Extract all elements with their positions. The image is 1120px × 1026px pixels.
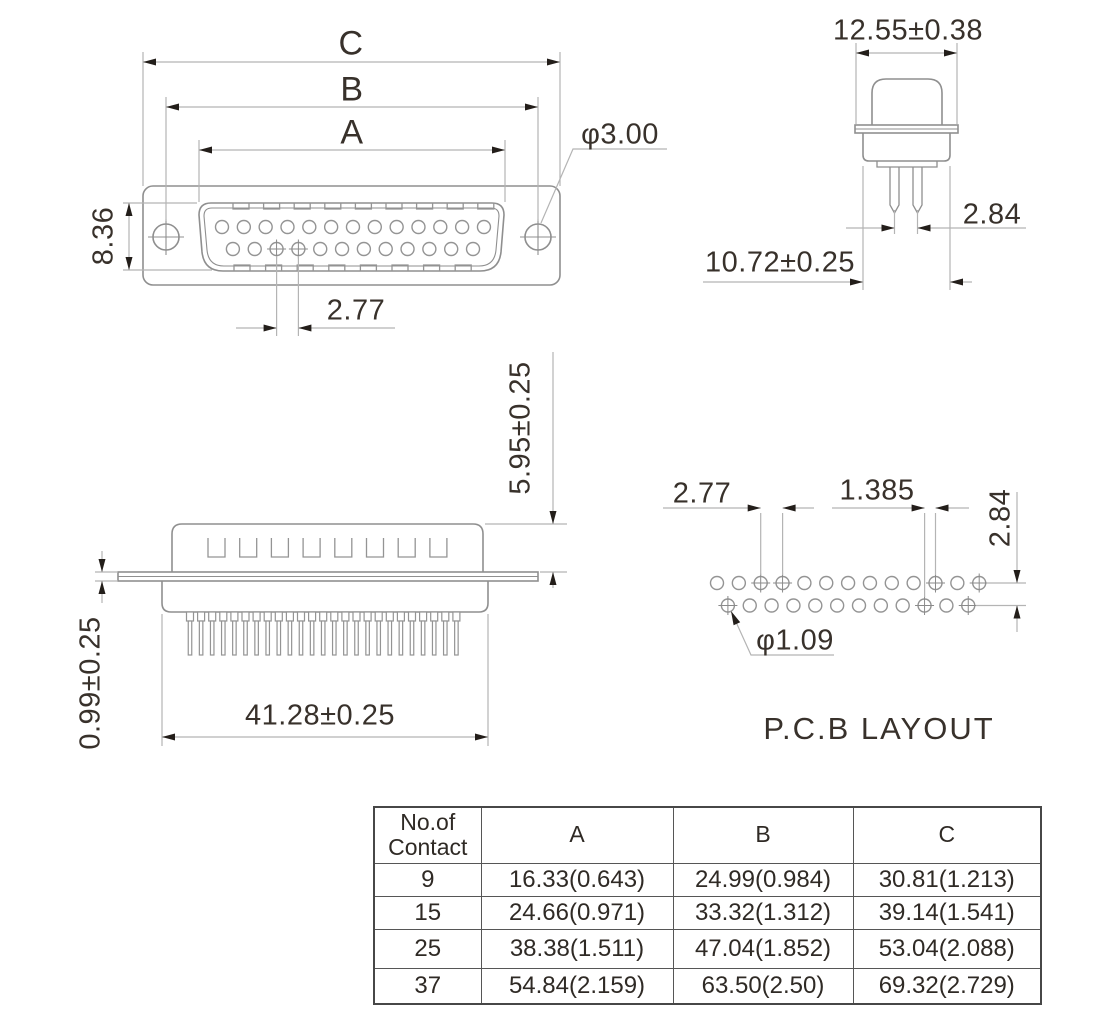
profile-view — [118, 524, 538, 655]
contact-holes — [216, 221, 491, 259]
dim-277-pcb-lines — [663, 508, 814, 575]
solder-pin — [444, 621, 448, 655]
pin-base — [309, 612, 316, 621]
solder-pin — [333, 621, 337, 655]
col-header-b: B — [673, 807, 853, 863]
dim-label-row-offset-pcb: 1.385 — [839, 474, 915, 507]
arrow-c-left — [143, 59, 156, 66]
contact-hole — [842, 577, 855, 590]
contact-hole — [732, 577, 745, 590]
contact-hole — [853, 599, 866, 612]
shell-dome — [872, 79, 942, 125]
cell-a: 38.38(1.511) — [481, 929, 673, 968]
arrow-099-bottom — [99, 581, 106, 594]
dim-label-b: B — [340, 70, 364, 109]
pcb-holes — [711, 574, 989, 616]
cell-contacts: 9 — [374, 863, 481, 896]
solder-pin — [255, 621, 259, 655]
shell-notch — [271, 538, 288, 557]
contact-hole — [798, 577, 811, 590]
dim-099-lines — [95, 551, 118, 603]
contact-hole — [259, 221, 272, 234]
dim-label-row-spacing-pcb: 2.84 — [984, 488, 1017, 548]
shell-notch — [430, 538, 447, 557]
contact-hole — [248, 243, 261, 256]
solder-pins — [187, 612, 460, 655]
cell-b: 33.32(1.312) — [673, 896, 853, 929]
solder-pin — [410, 621, 414, 655]
d-shell-outer — [199, 203, 504, 271]
dim-label-shell-height-profile: 5.95±0.25 — [504, 361, 537, 495]
solder-pin — [377, 621, 381, 655]
pin-base — [364, 612, 371, 621]
cell-b: 47.04(1.852) — [673, 929, 853, 968]
contact-hole — [390, 221, 403, 234]
solder-pin — [310, 621, 314, 655]
solder-pin — [432, 621, 436, 655]
contact-hole — [765, 599, 778, 612]
dim-label-pin-spacing-side: 2.84 — [962, 198, 1022, 231]
arrow-284s-right — [918, 225, 931, 232]
hole-crosshair — [718, 596, 737, 615]
shell-notch — [208, 538, 225, 557]
dim-label-mount-hole: φ3.00 — [581, 118, 659, 151]
cell-a: 24.66(0.971) — [481, 896, 673, 929]
arrow-595-top — [550, 511, 557, 524]
contact-hole — [743, 599, 756, 612]
hole-crosshair — [959, 596, 978, 615]
solder-pin — [455, 621, 459, 655]
contact-hole — [940, 599, 953, 612]
pin-base — [453, 612, 460, 621]
pcb-layout-view — [711, 574, 989, 616]
arrow-c-right — [547, 59, 560, 66]
hole-crosshair — [289, 240, 308, 259]
contact-hole — [401, 243, 414, 256]
pin-base — [209, 612, 216, 621]
contact-hole — [237, 221, 250, 234]
dim-label-pin-pitch-front: 2.77 — [326, 294, 386, 327]
contact-hole — [357, 243, 370, 256]
contact-hole — [379, 243, 392, 256]
table-row — [374, 896, 1041, 929]
side-pin-left — [890, 167, 899, 213]
cell-contacts: 37 — [374, 968, 481, 1004]
arrow-284p-bottom — [1014, 606, 1021, 619]
pin-base — [264, 612, 271, 621]
solder-pin — [388, 621, 392, 655]
contact-hole — [477, 221, 490, 234]
arrow-836-bottom — [126, 257, 133, 270]
solder-pin — [355, 621, 359, 655]
pin-base — [409, 612, 416, 621]
table-row — [374, 863, 1041, 896]
pcb-layout-title: P.C.B LAYOUT — [763, 711, 995, 746]
arrow-4128-left — [162, 734, 175, 741]
pin-base — [442, 612, 449, 621]
col-header-contacts: No.of Contact — [374, 807, 481, 863]
contact-hole — [216, 221, 229, 234]
cell-c: 53.04(2.088) — [853, 929, 1041, 968]
cell-b: 24.99(0.984) — [673, 863, 853, 896]
dim-label-hole-pitch-pcb: 2.77 — [672, 477, 732, 510]
pin-base — [253, 612, 260, 621]
profile-body — [162, 581, 488, 612]
pin-base — [242, 612, 249, 621]
arrow-277f-left — [264, 325, 277, 332]
contact-hole — [281, 221, 294, 234]
pin-base — [198, 612, 205, 621]
hole-crosshair — [267, 240, 286, 259]
solder-pin — [277, 621, 281, 655]
arrow-836-top — [126, 203, 133, 216]
arrow-a-right — [492, 147, 505, 154]
solder-pin — [421, 621, 425, 655]
contact-hole — [445, 243, 458, 256]
profile-shell — [172, 524, 483, 572]
cell-a: 54.84(2.159) — [481, 968, 673, 1004]
pin-base — [397, 612, 404, 621]
shell-notch — [303, 538, 320, 557]
side-view — [855, 79, 958, 213]
mounting-hole-right-crosshair — [520, 219, 556, 255]
pin-base — [187, 612, 194, 621]
side-insulator-step — [877, 161, 937, 167]
dim-label-body-width-profile: 41.28±0.25 — [245, 699, 395, 732]
contact-hole — [896, 599, 909, 612]
solder-pin — [344, 621, 348, 655]
mounting-hole-left-crosshair — [148, 219, 184, 255]
solder-pin — [366, 621, 370, 655]
contact-hole — [314, 243, 327, 256]
table-header-row — [374, 807, 1041, 863]
col-header-c: C — [853, 807, 1041, 863]
d-shell-inner — [204, 208, 499, 266]
arrow-284p-top — [1014, 570, 1021, 583]
arrow-b-right — [525, 104, 538, 111]
contact-hole — [820, 577, 833, 590]
contact-hole — [874, 599, 887, 612]
contact-hole — [412, 221, 425, 234]
pin-base — [298, 612, 305, 621]
pin-base — [286, 612, 293, 621]
hole-crosshair — [751, 574, 770, 593]
pin-base — [375, 612, 382, 621]
arrow-099-top — [99, 559, 106, 572]
arrow-b-left — [166, 104, 179, 111]
contact-hole — [831, 599, 844, 612]
shell-notch — [398, 538, 415, 557]
hole-crosshair — [773, 574, 792, 593]
contact-hole — [456, 221, 469, 234]
cell-a: 16.33(0.643) — [481, 863, 673, 896]
arrow-284s-left — [882, 225, 895, 232]
dim-label-top-width: 12.55±0.38 — [833, 14, 983, 47]
shell-notch — [335, 538, 352, 557]
contact-hole — [885, 577, 898, 590]
table-row — [374, 968, 1041, 1004]
solder-pin — [299, 621, 303, 655]
arrow-1255-right — [944, 50, 957, 57]
pin-base — [420, 612, 427, 621]
arrow-277p-right — [783, 505, 796, 512]
contact-hole — [336, 243, 349, 256]
contact-hole — [226, 243, 239, 256]
dim-label-body-width-side: 10.72±0.25 — [705, 246, 855, 279]
solder-pin — [210, 621, 214, 655]
solder-pin — [288, 621, 292, 655]
pin-base — [353, 612, 360, 621]
cell-c: 39.14(1.541) — [853, 896, 1041, 929]
cell-contacts: 25 — [374, 929, 481, 968]
arrow-1385-right — [936, 505, 949, 512]
contact-spec-table — [373, 806, 1042, 1005]
side-pin-right — [913, 167, 922, 213]
dim-1385-lines — [832, 508, 969, 597]
arrow-1255-left — [856, 50, 869, 57]
side-body — [863, 133, 950, 161]
solder-pin — [222, 621, 226, 655]
arrow-1072-right — [950, 279, 963, 286]
arrow-4128-right — [475, 734, 488, 741]
contact-hole — [809, 599, 822, 612]
col-header-a: A — [481, 807, 673, 863]
solder-pin — [266, 621, 270, 655]
solder-pin — [188, 621, 192, 655]
hole-crosshair — [926, 574, 945, 593]
pin-base — [275, 612, 282, 621]
cell-c: 30.81(1.213) — [853, 863, 1041, 896]
contact-hole — [951, 577, 964, 590]
cell-b: 63.50(2.50) — [673, 968, 853, 1004]
pin-base — [386, 612, 393, 621]
shell-notch — [367, 538, 384, 557]
arrow-595-bottom — [550, 572, 557, 585]
contact-hole — [863, 577, 876, 590]
solder-pin — [399, 621, 403, 655]
cell-contacts: 15 — [374, 896, 481, 929]
shell-notches — [233, 203, 494, 271]
contact-hole — [467, 243, 480, 256]
contact-hole — [368, 221, 381, 234]
arrow-phi109 — [731, 611, 740, 625]
pin-base — [331, 612, 338, 621]
arrow-277f-right — [298, 325, 311, 332]
contact-hole — [787, 599, 800, 612]
arrow-277p-left — [748, 505, 761, 512]
pin-base — [320, 612, 327, 621]
contact-hole — [303, 221, 316, 234]
solder-pin — [233, 621, 237, 655]
contact-hole — [434, 221, 447, 234]
pin-base — [431, 612, 438, 621]
contact-hole — [423, 243, 436, 256]
dim-label-flange-thickness: 0.99±0.25 — [74, 616, 107, 750]
profile-shell-notches — [208, 538, 447, 557]
cell-c: 69.32(2.729) — [853, 968, 1041, 1004]
pin-base — [342, 612, 349, 621]
dim-label-shell-height: 8.36 — [87, 206, 120, 266]
solder-pin — [321, 621, 325, 655]
contact-hole — [907, 577, 920, 590]
contact-hole — [711, 577, 724, 590]
pin-base — [231, 612, 238, 621]
dim-label-c: C — [338, 24, 364, 63]
pin-base — [220, 612, 227, 621]
hole-crosshair — [970, 574, 989, 593]
contact-hole — [346, 221, 359, 234]
solder-pin — [244, 621, 248, 655]
shell-notch — [240, 538, 257, 557]
hole-crosshair — [915, 596, 934, 615]
dim-label-a: A — [340, 113, 364, 152]
arrow-1072-left — [850, 279, 863, 286]
contact-hole — [325, 221, 338, 234]
arrow-a-left — [199, 147, 212, 154]
solder-pin — [199, 621, 203, 655]
table-row — [374, 929, 1041, 968]
dim-label-hole-diameter-pcb: φ1.09 — [756, 624, 834, 657]
